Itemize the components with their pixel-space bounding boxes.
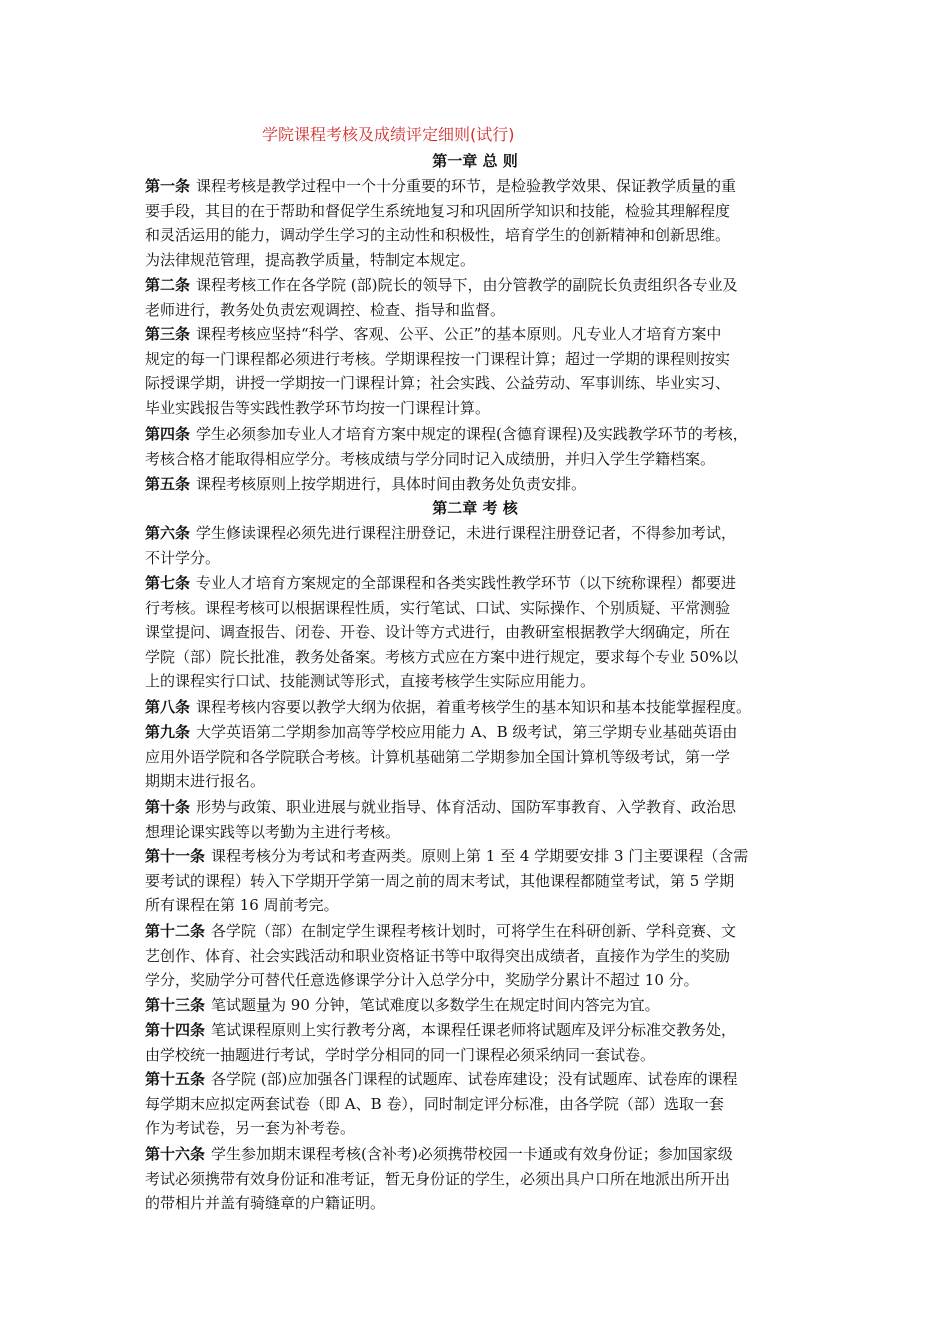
article-text: 老师进行，教务处负责宏观调控、检查、指导和监督。: [145, 300, 506, 319]
article-number: 第十二条: [145, 922, 206, 940]
article-text: 大学英语第二学期参加高等学校应用能力 A、B 级考试，第三学期专业基础英语由: [196, 723, 738, 741]
article-text: 笔试题量为 90 分钟，笔试难度以多数学生在规定时间内答完为宜。: [211, 996, 660, 1014]
article-number: 第十条: [145, 798, 191, 816]
article-13: [145, 993, 815, 1018]
article-text: 课程考核应坚持“科学、客观、公平、公正”的基本原则。凡专业人才培育方案中: [196, 325, 722, 343]
article-4: [145, 422, 815, 471]
article-text: 学生修读课程必须先进行课程注册登记，未进行课程注册登记者，不得参加考试，: [196, 524, 737, 542]
article-number: 第十一条: [145, 847, 206, 865]
article-12: [145, 919, 815, 993]
article-text: 课程考核工作在各学院 (部)院长的领导下，由分管教学的副院长负责组织各专业及: [196, 276, 738, 294]
article-text: 作为考试卷，另一套为补考卷。: [145, 1119, 356, 1138]
article-2: [145, 273, 815, 322]
article-number: 第九条: [145, 723, 191, 741]
article-number: 第一条: [145, 177, 191, 195]
article-text: 由学校统一抽题进行考试，学时学分相同的同一门课程必须采纳同一套试卷。: [145, 1045, 656, 1064]
article-number: 第五条: [145, 475, 191, 493]
article-1: [145, 174, 815, 272]
article-text: 不计学分。: [145, 548, 221, 567]
article-8: [145, 695, 815, 720]
article-text: 课堂提问、调查报告、闭卷、开卷、设计等方式进行，由教研室根据教学大纲确定，所在: [145, 623, 731, 642]
article-number: 第三条: [145, 325, 191, 343]
article-text: 期期末进行报名。: [145, 772, 266, 791]
article-14: [145, 1018, 815, 1067]
article-text: 课程考核分为考试和考查两类。原则上第 1 至 4 学期要安排 3 门主要课程（含需: [211, 847, 749, 865]
article-text: 想理论课实践等以考勤为主进行考核。: [145, 822, 401, 841]
article-number: 第二条: [145, 276, 191, 294]
article-text: 课程考核内容要以教学大纲为依据，着重考核学生的基本知识和基本技能掌握程度。: [196, 698, 752, 716]
article-text: 行考核。课程考核可以根据课程性质，实行笔试、口试、实际操作、个别质疑、平常测验: [145, 598, 731, 617]
article-text: 上的课程实行口试、技能测试等形式，直接考核学生实际应用能力。: [145, 672, 596, 691]
article-text: 专业人才培育方案规定的全部课程和各类实践性教学环节（以下统称课程）都要进: [196, 574, 737, 592]
article-10: [145, 795, 815, 844]
article-number: 第十四条: [145, 1021, 206, 1039]
article-text: 规定的每一门课程都必须进行考核。学期课程按一门课程计算；超过一学期的课程则按实: [145, 349, 731, 368]
chapter-1-heading: 第一章 总 则: [432, 152, 518, 170]
article-11: [145, 844, 815, 918]
article-7: [145, 571, 815, 694]
article-text: 学生必须参加专业人才培育方案中规定的课程(含德育课程)及实践教学环节的考核，: [196, 425, 748, 443]
article-text: 课程考核是教学过程中一个十分重要的环节，是检验教学效果、保证教学质量的重: [196, 177, 737, 195]
article-text: 学分，奖励学分可替代任意选修课学分计入总学分中，奖励学分累计不超过 10 分。: [145, 971, 699, 990]
chapter-2-heading: 第二章 考 核: [432, 499, 518, 517]
document-title: 学院课程考核及成绩评定细则(试行): [262, 125, 515, 144]
article-text: 应用外语学院和各学院联合考核。计算机基础第二学期参加全国计算机等级考试，第一学: [145, 747, 731, 766]
article-text: 要手段，其目的在于帮助和督促学生系统地复习和巩固所学知识和技能，检验其理解程度: [145, 201, 731, 220]
article-number: 第八条: [145, 698, 191, 716]
article-number: 第十三条: [145, 996, 206, 1014]
article-text: 形势与政策、职业进展与就业指导、体育活动、国防军事教育、入学教育、政治思: [196, 798, 737, 816]
article-text: 学生参加期末课程考核(含补考)必须携带校园一卡通或有效身份证；参加国家级: [211, 1145, 733, 1163]
article-6: [145, 521, 815, 570]
article-text: 考核合格才能取得相应学分。考核成绩与学分同时记入成绩册，并归入学生学籍档案。: [145, 449, 716, 468]
article-text: 考试必须携带有效身份证和准考证，暂无身份证的学生，必须出具户口所在地派出所开出: [145, 1169, 731, 1188]
article-text: 为法律规范管理，提高教学质量，特制定本规定。: [145, 250, 476, 269]
article-text: 和灵活运用的能力，调动学生学习的主动性和积极性，培育学生的创新精神和创新思维。: [145, 226, 731, 245]
article-text: 课程考核原则上按学期进行，具体时间由教务处负责安排。: [196, 475, 587, 493]
article-number: 第十六条: [145, 1145, 206, 1163]
article-15: [145, 1067, 815, 1141]
article-16: [145, 1142, 815, 1216]
article-text: 艺创作、体育、社会实践活动和职业资格证书等中取得突出成绩者，直接作为学生的奖励: [145, 946, 731, 965]
article-text: 毕业实践报告等实践性教学环节均按一门课程计算。: [145, 398, 491, 417]
article-number: 第十五条: [145, 1070, 206, 1088]
article-number: 第六条: [145, 524, 191, 542]
article-text: 际授课学期，讲授一学期按一门课程计算；社会实践、公益劳动、军事训练、毕业实习、: [145, 374, 731, 393]
article-text: 的带相片并盖有骑缝章的户籍证明。: [145, 1194, 386, 1213]
article-text: 要考试的课程）转入下学期开学第一周之前的周末考试，其他课程都随堂考试，第 5 学期: [145, 871, 735, 890]
article-text: 各学院 (部)应加强各门课程的试题库、试卷库建设；没有试题库、试卷库的课程: [211, 1070, 738, 1088]
article-number: 第七条: [145, 574, 191, 592]
article-text: 每学期末应拟定两套试卷（即 A、B 卷），同时制定评分标准，由各学院（部）选取一套: [145, 1094, 724, 1113]
article-3: [145, 322, 815, 420]
article-text: 学院（部）院长批准，教务处备案。考核方式应在方案中进行规定，要求每个专业 50%以: [145, 647, 739, 666]
article-text: 笔试课程原则上实行教考分离，本课程任课老师将试题库及评分标准交教务处，: [211, 1021, 737, 1039]
article-text: 所有课程在第 16 周前考完。: [145, 896, 339, 915]
article-5: [145, 472, 815, 497]
article-9: [145, 720, 815, 794]
article-text: 各学院（部）在制定学生课程考核计划时，可将学生在科研创新、学科竞赛、文: [211, 922, 737, 940]
article-number: 第四条: [145, 425, 191, 443]
